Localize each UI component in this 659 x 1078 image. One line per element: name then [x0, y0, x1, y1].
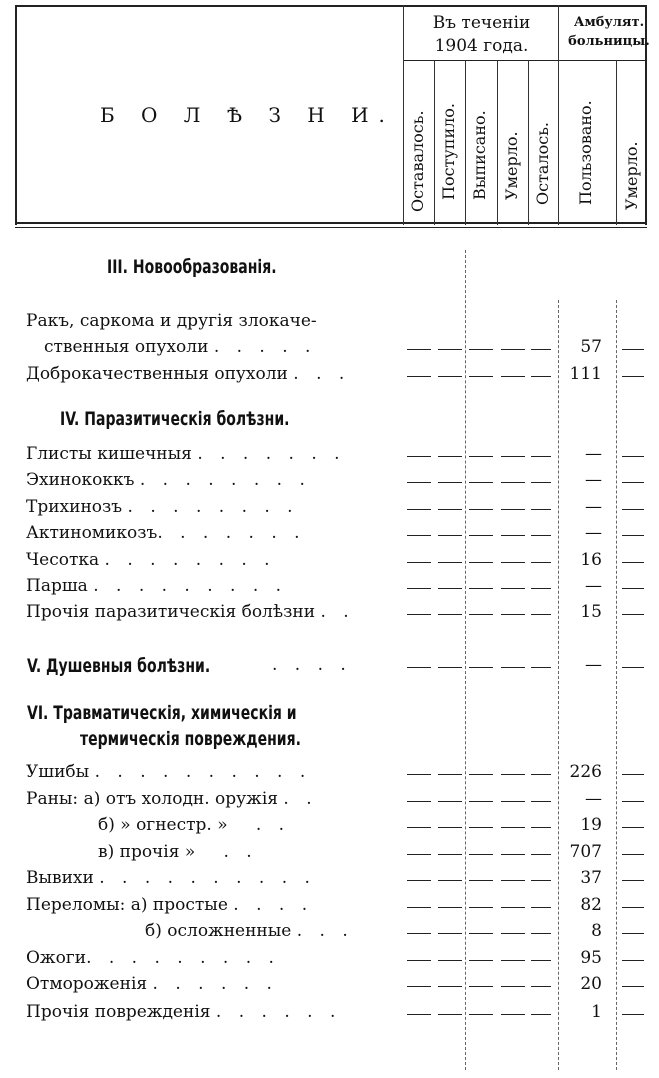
empty-cell-dash: [438, 562, 462, 563]
empty-cell-dash: [469, 588, 493, 589]
empty-cell-dash: [501, 880, 525, 881]
value-wounds-other: 707: [569, 842, 602, 862]
empty-cell-dash: [438, 614, 462, 615]
empty-cell-dash: [622, 562, 644, 563]
empty-cell-dash: [407, 482, 431, 483]
empty-cell-dash: [501, 535, 525, 536]
empty-cell-dash: [407, 535, 431, 536]
col-header-remained-start: Оставалось.: [408, 110, 427, 212]
empty-cell-dash: [531, 614, 551, 615]
empty-cell-dash: [531, 986, 551, 987]
row-wounds-firearm: б) » огнестр. » . .: [98, 815, 291, 835]
header-bottom-rule: [15, 222, 647, 224]
body-col-line-c: [616, 300, 617, 1070]
empty-cell-dash: [469, 880, 493, 881]
row-mental-dots: . . . .: [272, 655, 352, 675]
col-line-6: [616, 60, 617, 225]
group-header-1904-line1: Въ теченіи: [432, 13, 531, 33]
empty-cell-dash: [438, 667, 462, 668]
empty-cell-dash: [501, 986, 525, 987]
page-title: Б О Л Ѣ З Н И.: [100, 103, 395, 127]
empty-cell-dash: [622, 774, 644, 775]
empty-cell-dash: [438, 588, 462, 589]
value-cancer: 57: [580, 337, 602, 357]
value-favus: —: [585, 576, 602, 596]
row-other-parasitic: Прочія паразитическія болѣзни . .: [26, 602, 355, 622]
empty-cell-dash: [531, 827, 551, 828]
row-label: Глисты кишечныя: [26, 444, 192, 464]
empty-cell-dash: [469, 482, 493, 483]
empty-cell-dash: [407, 562, 431, 563]
empty-cell-dash: [469, 907, 493, 908]
empty-cell-dash: [501, 907, 525, 908]
empty-cell-dash: [622, 509, 644, 510]
empty-cell-dash: [469, 933, 493, 934]
value-worms: —: [585, 444, 602, 464]
value-fractures-simple: 82: [580, 895, 602, 915]
empty-cell-dash: [622, 614, 644, 615]
top-border: [15, 5, 647, 7]
col-line-0: [403, 5, 404, 225]
row-label: Прочія поврежденія: [26, 1002, 211, 1022]
row-burns: Ожоги. . . . . . . . .: [26, 948, 280, 968]
row-wounds-cold: Раны: а) отъ холодн. оружія . .: [26, 789, 318, 809]
group-header-ambulatory-line2: больницы.: [568, 34, 650, 49]
empty-cell-dash: [622, 588, 644, 589]
empty-cell-dash: [438, 801, 462, 802]
empty-cell-dash: [531, 801, 551, 802]
row-favus: Парша . . . . . . . . .: [26, 576, 288, 596]
empty-cell-dash: [469, 614, 493, 615]
empty-cell-dash: [407, 880, 431, 881]
empty-cell-dash: [622, 1014, 644, 1015]
empty-cell-dash: [438, 854, 462, 855]
empty-cell-dash: [622, 667, 644, 668]
col-header-died: Умерло.: [502, 131, 521, 200]
empty-cell-dash: [407, 614, 431, 615]
empty-cell-dash: [469, 562, 493, 563]
value-fractures-complicated: 8: [591, 921, 602, 941]
value-wounds-cold: —: [585, 789, 602, 809]
empty-cell-dash: [622, 456, 644, 457]
empty-cell-dash: [501, 774, 525, 775]
empty-cell-dash: [531, 482, 551, 483]
col-header-died-ambulatory: Умерло.: [622, 141, 641, 210]
empty-cell-dash: [438, 456, 462, 457]
empty-cell-dash: [438, 774, 462, 775]
empty-cell-dash: [501, 801, 525, 802]
empty-cell-dash: [469, 535, 493, 536]
value-other-injuries: 1: [591, 1002, 602, 1022]
empty-cell-dash: [407, 933, 431, 934]
empty-cell-dash: [469, 349, 493, 350]
empty-cell-dash: [469, 854, 493, 855]
empty-cell-dash: [501, 854, 525, 855]
row-actinomycosis: Актиномикозъ. . . . . . .: [26, 523, 306, 543]
value-trichinosis: —: [585, 497, 602, 517]
empty-cell-dash: [438, 907, 462, 908]
left-border: [15, 5, 17, 225]
body-col-line-a: [465, 250, 466, 1070]
row-trichinosis: Трихинозъ . . . . . . . .: [26, 497, 299, 517]
empty-cell-dash: [501, 562, 525, 563]
empty-cell-dash: [501, 1014, 525, 1015]
section-trauma-line1: VI. Травматическія, химическія и: [27, 702, 297, 724]
col-header-discharged: Выписано.: [470, 110, 489, 200]
empty-cell-dash: [407, 456, 431, 457]
empty-cell-dash: [407, 667, 431, 668]
row-label: Чесотка: [26, 550, 100, 570]
row-label: Актиномикозъ: [26, 523, 158, 543]
empty-cell-dash: [469, 774, 493, 775]
row-label: б) осложненные: [145, 921, 292, 941]
col-line-5: [558, 5, 559, 225]
empty-cell-dash: [469, 960, 493, 961]
empty-cell-dash: [622, 535, 644, 536]
empty-cell-dash: [501, 509, 525, 510]
empty-cell-dash: [469, 986, 493, 987]
row-cancer-line2: ственныя опухоли . . . . .: [44, 337, 317, 357]
empty-cell-dash: [622, 986, 644, 987]
value-burns: 95: [580, 948, 602, 968]
row-label: Парша: [26, 576, 88, 596]
group-subheader-rule: [403, 60, 646, 61]
empty-cell-dash: [407, 827, 431, 828]
empty-cell-dash: [622, 880, 644, 881]
empty-cell-dash: [531, 667, 551, 668]
section-neoplasms: III. Новообразованія.: [107, 256, 277, 278]
empty-cell-dash: [531, 562, 551, 563]
row-benign: Доброкачественныя опухоли . . .: [26, 364, 351, 384]
empty-cell-dash: [407, 588, 431, 589]
empty-cell-dash: [531, 880, 551, 881]
empty-cell-dash: [438, 509, 462, 510]
row-label: в) прочія »: [98, 842, 196, 862]
row-label: б) » огнестр. »: [98, 815, 228, 835]
empty-cell-dash: [469, 456, 493, 457]
row-label: Прочія паразитическія болѣзни: [26, 602, 316, 622]
group-header-ambulatory: [561, 13, 657, 51]
row-dislocations: Вывихи . . . . . . . . . .: [26, 868, 316, 888]
empty-cell-dash: [407, 960, 431, 961]
group-header-1904-line2: 1904 года.: [434, 36, 529, 56]
empty-cell-dash: [407, 1014, 431, 1015]
empty-cell-dash: [622, 854, 644, 855]
empty-cell-dash: [438, 986, 462, 987]
value-mental: —: [585, 655, 602, 675]
col-line-3: [497, 60, 498, 225]
empty-cell-dash: [407, 854, 431, 855]
empty-cell-dash: [501, 588, 525, 589]
empty-cell-dash: [501, 456, 525, 457]
empty-cell-dash: [622, 482, 644, 483]
empty-cell-dash: [501, 827, 525, 828]
empty-cell-dash: [531, 456, 551, 457]
empty-cell-dash: [438, 827, 462, 828]
value-actinomycosis: —: [585, 523, 602, 543]
empty-cell-dash: [501, 614, 525, 615]
empty-cell-dash: [531, 535, 551, 536]
group-header-ambulatory-line1: Амбулят.: [573, 15, 645, 30]
value-wounds-firearm: 19: [580, 815, 602, 835]
empty-cell-dash: [438, 1014, 462, 1015]
col-header-treated: Пользовано.: [576, 100, 595, 205]
empty-cell-dash: [531, 349, 551, 350]
row-label: Трихинозъ: [26, 497, 123, 517]
row-frostbite: Отмороженія . . . . . .: [26, 974, 278, 994]
row-fractures-simple: Переломы: а) простые . . . .: [26, 895, 314, 915]
empty-cell-dash: [469, 667, 493, 668]
row-label: Доброкачественныя опухоли: [26, 364, 288, 384]
value-dislocations: 37: [580, 868, 602, 888]
empty-cell-dash: [531, 774, 551, 775]
empty-cell-dash: [438, 880, 462, 881]
row-label: ственныя опухоли: [44, 337, 209, 357]
empty-cell-dash: [622, 376, 644, 377]
empty-cell-dash: [407, 986, 431, 987]
empty-cell-dash: [501, 960, 525, 961]
empty-cell-dash: [531, 1014, 551, 1015]
col-line-4: [528, 60, 529, 225]
row-scabies: Чесотка . . . . . . . .: [26, 550, 276, 570]
empty-cell-dash: [622, 933, 644, 934]
empty-cell-dash: [438, 933, 462, 934]
empty-cell-dash: [438, 535, 462, 536]
row-echinococcus: Эхинококкъ . . . . . . . .: [26, 470, 311, 490]
col-line-1: [434, 60, 435, 225]
empty-cell-dash: [501, 482, 525, 483]
row-label: Раны: а) отъ холодн. оружія: [26, 789, 278, 809]
empty-cell-dash: [531, 933, 551, 934]
value-benign: 111: [569, 364, 602, 384]
empty-cell-dash: [622, 907, 644, 908]
empty-cell-dash: [531, 588, 551, 589]
value-other-parasitic: 15: [580, 602, 602, 622]
empty-cell-dash: [407, 801, 431, 802]
col-header-admitted: Поступило.: [439, 102, 458, 200]
empty-cell-dash: [622, 801, 644, 802]
empty-cell-dash: [407, 376, 431, 377]
section-trauma-line2: термическія повреждения.: [80, 728, 301, 750]
row-label: Ожоги: [26, 948, 87, 968]
empty-cell-dash: [501, 933, 525, 934]
empty-cell-dash: [501, 349, 525, 350]
row-other-injuries: Прочія поврежденія . . . . . .: [26, 1002, 342, 1022]
group-header-1904: [405, 12, 558, 58]
col-line-2: [465, 60, 466, 225]
empty-cell-dash: [407, 907, 431, 908]
empty-cell-dash: [438, 376, 462, 377]
empty-cell-dash: [407, 774, 431, 775]
row-label: Эхинококкъ: [26, 470, 135, 490]
empty-cell-dash: [622, 349, 644, 350]
row-label: Переломы: а) простые: [26, 895, 228, 915]
value-bruises: 226: [569, 762, 602, 782]
row-bruises: Ушибы . . . . . . . . . .: [26, 762, 312, 782]
empty-cell-dash: [501, 667, 525, 668]
empty-cell-dash: [622, 827, 644, 828]
empty-cell-dash: [469, 376, 493, 377]
empty-cell-dash: [531, 376, 551, 377]
value-echinococcus: —: [585, 470, 602, 490]
col-header-remained-end: Осталось.: [533, 121, 552, 205]
row-label: Вывихи: [26, 868, 94, 888]
empty-cell-dash: [438, 482, 462, 483]
empty-cell-dash: [469, 801, 493, 802]
empty-cell-dash: [469, 827, 493, 828]
row-wounds-other: в) прочія » . .: [98, 842, 258, 862]
value-frostbite: 20: [580, 974, 602, 994]
empty-cell-dash: [531, 509, 551, 510]
empty-cell-dash: [407, 509, 431, 510]
row-fractures-complicated: б) осложненные . . .: [145, 921, 354, 941]
empty-cell-dash: [469, 1014, 493, 1015]
row-label: Отмороженія: [26, 974, 148, 994]
header-bottom-rule-2: [15, 227, 647, 228]
empty-cell-dash: [407, 349, 431, 350]
empty-cell-dash: [531, 854, 551, 855]
empty-cell-dash: [531, 960, 551, 961]
section-mental: V. Душевныя болѣзни.: [27, 655, 211, 677]
empty-cell-dash: [438, 960, 462, 961]
empty-cell-dash: [501, 376, 525, 377]
section-parasitic: IV. Паразитическія болѣзни.: [60, 408, 290, 430]
row-worms: Глисты кишечныя . . . . . . .: [26, 444, 346, 464]
empty-cell-dash: [469, 509, 493, 510]
row-cancer-line1: Ракъ, саркома и другія злокаче-: [26, 311, 317, 331]
empty-cell-dash: [531, 907, 551, 908]
value-scabies: 16: [580, 550, 602, 570]
empty-cell-dash: [622, 960, 644, 961]
empty-cell-dash: [438, 349, 462, 350]
row-label: Ушибы: [26, 762, 90, 782]
